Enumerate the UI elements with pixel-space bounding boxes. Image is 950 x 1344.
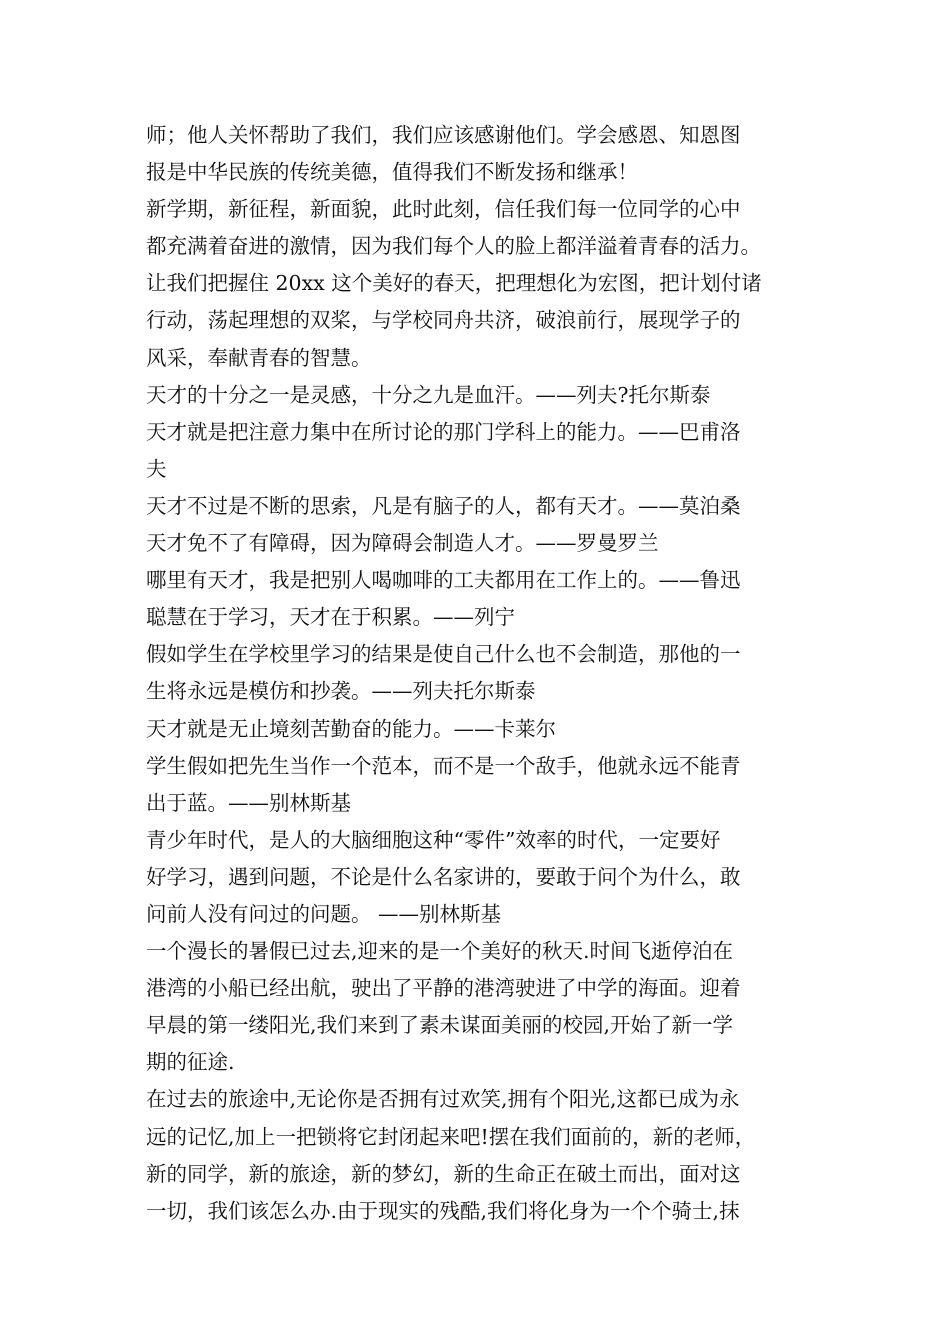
text-line: 哪里有天才，我是把别人喝咖啡的工夫都用在工作上的。——鲁迅 bbox=[146, 568, 741, 593]
text-line: 假如学生在学校里学习的结果是使自己什么也不会制造，那他的一 bbox=[146, 642, 741, 667]
text-line: 一切，我们该怎么办.由于现实的残酷,我们将化身为一个个骑士,抹 bbox=[146, 1198, 740, 1223]
text-line: 都充满着奋进的激情，因为我们每个人的脸上都洋溢着青春的活力。 bbox=[146, 234, 761, 259]
text-line: 早晨的第一缕阳光,我们来到了素未谋面美丽的校园,开始了新一学 bbox=[146, 1013, 734, 1038]
text-line: 行动，荡起理想的双桨，与学校同舟共济，破浪前行，展现学子的 bbox=[146, 308, 741, 333]
text-line: 报是中华民族的传统美德，值得我们不断发扬和继承！ bbox=[146, 160, 638, 185]
text-line: 风采，奉献青春的智慧。 bbox=[146, 345, 372, 370]
text-line: 远的记忆,加上一把锁将它封闭起来吧!摆在我们面前的，新的老师， bbox=[146, 1124, 756, 1149]
text-line: 在过去的旅途中,无论你是否拥有过欢笑,拥有个阳光,这都已成为永 bbox=[146, 1087, 740, 1112]
text-line: 期的征途. bbox=[146, 1050, 235, 1075]
text-line: 新学期，新征程，新面貌，此时此刻，信任我们每一位同学的心中 bbox=[146, 197, 741, 222]
text-line: 问前人没有问过的问题。 ——别林斯基 bbox=[146, 901, 502, 926]
text-line: 天才就是把注意力集中在所讨论的那门学科上的能力。——巴甫洛 bbox=[146, 419, 741, 444]
text-line: 夫 bbox=[146, 456, 167, 481]
text-line: 天才的十分之一是灵感，十分之九是血汗。——列夫?托尔斯泰 bbox=[146, 382, 711, 407]
text-line: 出于蓝。——别林斯基 bbox=[146, 790, 351, 815]
text-line: 天才就是无止境刻苦勤奋的能力。——卡莱尔 bbox=[146, 716, 556, 741]
text-line: 师；他人关怀帮助了我们，我们应该感谢他们。学会感恩、知恩图 bbox=[146, 123, 741, 147]
text-line: 天才免不了有障碍，因为障碍会制造人才。——罗曼罗兰 bbox=[146, 531, 659, 556]
text-line: 一个漫长的暑假已过去,迎来的是一个美好的秋天.时间飞逝停泊在 bbox=[146, 939, 734, 964]
body-text bbox=[146, 117, 826, 1230]
text-line: 青少年时代，是人的大脑细胞这种“零件”效率的时代，一定要好 bbox=[146, 827, 721, 852]
text-line: 天才不过是不断的思索，凡是有脑子的人，都有天才。——莫泊桑 bbox=[146, 493, 741, 518]
text-line: 新的同学，新的旅途，新的梦幻，新的生命正在破土而出，面对这 bbox=[146, 1161, 741, 1186]
text-line: 让我们把握住 20xx 这个美好的春天，把理想化为宏图，把计划付诸 bbox=[146, 271, 762, 296]
text-line: 生将永远是模仿和抄袭。——列夫托尔斯泰 bbox=[146, 679, 536, 704]
text-line: 学生假如把先生当作一个范本，而不是一个敌手，他就永远不能青 bbox=[146, 753, 741, 778]
text-line: 港湾的小船已经出航，驶出了平静的港湾驶进了中学的海面。迎着 bbox=[146, 976, 741, 1001]
text-line: 好学习，遇到问题，不论是什么名家讲的，要敢于问个为什么，敢 bbox=[146, 864, 741, 889]
text-line: 聪慧在于学习，天才在于积累。——列宁 bbox=[146, 605, 515, 630]
